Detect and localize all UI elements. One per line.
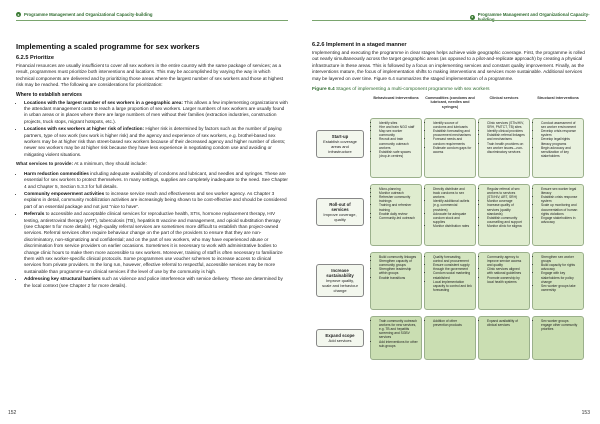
page-number-right: 153 (581, 410, 590, 416)
stage-cell: • Identify sites • Hire and train NGO staff • Map sex worker community • Recruit and train community outreach workers • Establish safe spaces (drop-in centres) (370, 118, 422, 178)
stage-cell: • Quality forecasting, control and procurement • Ensure consistent supply through the government • Condom social marketing established • Local implementation capacity to control and link forecasting (424, 252, 476, 310)
stage-cell: • Clinic services (STIs/HIV, SRH, PMTCT, TB) sites • Identify clinical providers • Establish referral linkages and mechanisms • Train health providers on sex worker issues—non-discriminatory services (478, 118, 530, 178)
section-heading-staged: 6.2.6 Implement in a staged manner (312, 42, 407, 48)
stage-cell: • Addition of other prevention products (424, 316, 476, 360)
stage-label-expand: Expand scope Add services (314, 312, 366, 364)
list-item: • Locations with the largest number of sex workers in a geographic area: This allows a few implementing organizations with the attendant management costs to reach a large proportion of sex workers. Larger numbers of sex workers are usually found in urban areas or in places where there are large numbers of men without their families (extraction industries, construction projects, truck stops, migrant hotspots, etc.). (24, 100, 288, 126)
prioritize-paragraph: Financial resources are usually insufficient to cover all sex workers in the entire country with the same package of services; as a result, programmes must prioritize both interventions and locations. This may be accomplished by varying the way in which technical components are delivered and by prioritizing those areas where the largest number of sex workers and those at highest risk may be reached. The following are considerations for prioritization: (16, 63, 284, 88)
stages-figure (312, 96, 586, 366)
list-item: • Addressing key structural barriers such as violence and police interference with service delivery. These are determined by the local context (see Chapter 2 for more details). (24, 276, 288, 289)
stage-cell: • Community agency to improve service access and quality • Clinic services aligned with national guidelines • Promote ownership by local health systems (478, 252, 530, 310)
staged-paragraph: Implementing and executing the programme in clear stages helps achieve wide geographic coverage. First, the programme is rolled out nearly simultaneously across the target geographic areas (as opposed to a pilot-and-replicate approach) by creating a physical infrastructure in these areas. This is followed by a focus on implementing services and constant quality improvement. Finally, as the interventions mature, the focus of implementation shifts to making interventions and services more sustainable. Additional services may be layered on over time. Figure 6.4 summarizes the staged implementation of a programme. (312, 50, 585, 81)
running-title-right: Programme Management and Organizational Capacity- (477, 12, 590, 17)
stage-cell: • Sex worker groups engage other community priorities (532, 316, 584, 360)
section-heading-prioritize: 6.2.5 Prioritize (16, 55, 54, 61)
stage-cell: • Expand availability of clinical services (478, 316, 530, 360)
running-header-left (16, 12, 152, 17)
where-list (16, 100, 288, 159)
column-header: Commodities (condoms and lubricant, needles and syringes) (425, 96, 475, 109)
list-item: • Referrals to accessible and acceptable clinical services for reproductive health, STIs, hormone replacement therapy, HIV testing, antiretroviral therapy (ART), tuberculosis (TB), hepatitis B vaccine and management, and opioid substitution therapy (see Chapter 5 for more details). High-quality referral services are sometimes more difficult to establish than project-owned services. Referral services often require behaviour change on the part of the providers to ensure that they are non-discriminatory, non-stigmatizing and confidential; and on the part of sex workers, who may have experienced abuse or discrimination from service providers on earlier occasions. Sometimes it is necessary to work with administrative bodies to change clinic hours to make them more accessible to sex workers. Moreover, training of staff is often necessary to familiarize them with sex worker-specific clinical protocols. Some programmes use voucher schemes to increase access to clinical services from private providers. In the long run, however, effective referral to respectful, accessible services may be more sustainable than programme-run clinical services if the level of use by the community is high. (24, 211, 288, 275)
stage-cell: • Identify source of condoms and lubricants • Establish forecasting and procurement mechanisms • Forecast needs and condom requirements • Estimate condom gaps for access (424, 118, 476, 178)
page-number-left: 152 (8, 410, 17, 416)
column-header: Clinical services (489, 96, 519, 101)
what-list (16, 171, 288, 289)
header-rule (16, 20, 288, 21)
stage-label-sustainability: Increase sustainability Improve quality, scale and behaviour change (314, 254, 366, 306)
column-header: Structural interventions (537, 96, 579, 101)
page-title: Implementing a scaled programme for sex workers (16, 42, 200, 51)
stage-label-rollout: Roll-out of services Improve coverage, quality (314, 186, 366, 238)
list-item: • Harm reduction commodities including adequate availability of condoms and lubricant, and needles and syringes. These are essential for sex workers to protect themselves. In many settings, supplies are completely inadequate to the need. See Chapter 4 and Chapter 5, Section 5.3.3 for full details. (24, 171, 288, 190)
stage-cell: • Regular referral of sex workers to services (STI/HIV, ART, SRH) • Monitor coverage • Increase quality of services (quality standards) • Establish community counselling and support • Monitor clinic for stigma (478, 184, 530, 246)
chapter-icon: 6 (17, 12, 20, 17)
stage-cell: • Build community linkages • Strengthen capacity of community groups • Strengthen leadership within groups • Enable transitions (370, 252, 422, 310)
stage-label-startup: Start-up Establish coverage areas and infrastructure (314, 118, 366, 170)
right-page (300, 0, 600, 424)
stage-cell: • Ensure sex worker legal literacy • Establish crisis response system • Scale up monitoring and documentation of human rights violations • Engage stakeholders in advocacy (532, 184, 584, 246)
what-heading: What services to provide: At a minimum, they should include: (16, 161, 147, 167)
figure-caption: Figure 6.4 Stages of implementing a multi-component programme with sex workers (312, 87, 490, 93)
column-header: Behavioural interventions (373, 96, 419, 101)
stage-cell: • Strengthen sex worker groups • Build capacity for rights advocacy • Engage with key stakeholders for policy change • Sex worker groups take ownership (532, 252, 584, 310)
stage-cell: • Micro-planning • Monitor outreach • Refresher community trainings • Training and refresher training • Enable daily review • Community-led outreach (370, 184, 422, 246)
where-heading: Where to establish services (16, 91, 82, 98)
list-item: • Community empowerment activities to increase service reach and effectiveness and sex worker agency. As Chapter 3 explains in detail, community mobilization activities are increasingly being shown to be cost-effective and should be considered part of an essential package and not just "nice to have". (24, 191, 288, 210)
header-rule (312, 20, 586, 21)
stage-cell: • Conduct assessment of sex worker environment • Develop crisis response system • Develop legal/rights literacy programs • Begin advocacy and sensitization of key stakeholders (532, 118, 584, 178)
list-item: • Locations with sex workers at higher risk of infection: Higher risk is determined by factors such as the number of paying partners, type of sex work (sex work is higher risk) and the agency and experience of sex workers, e.g. brothel-based sex workers may be at higher risk than street-based sex workers because of their decreased agency and higher number of clients; newer sex workers may be at higher risk because they have less experience in negotiating condom use and avoiding or mitigating violent situations. (24, 126, 288, 158)
stage-cell: • Directly distribute and track condoms to sex workers • Identify additional outlets (e.g. commercial providers) • Advocate for adequate condom stock and supplies • Monitor distribution rates (424, 184, 476, 246)
chapter-icon: 6 (471, 15, 474, 19)
stage-cell: • Train community outreach workers for new services, e.g. TB and hepatitis screening and SGBV services • Add interventions for other sub-groups (370, 316, 422, 360)
running-title-left: Programme Management and Organizational Capacity-building (24, 12, 153, 17)
